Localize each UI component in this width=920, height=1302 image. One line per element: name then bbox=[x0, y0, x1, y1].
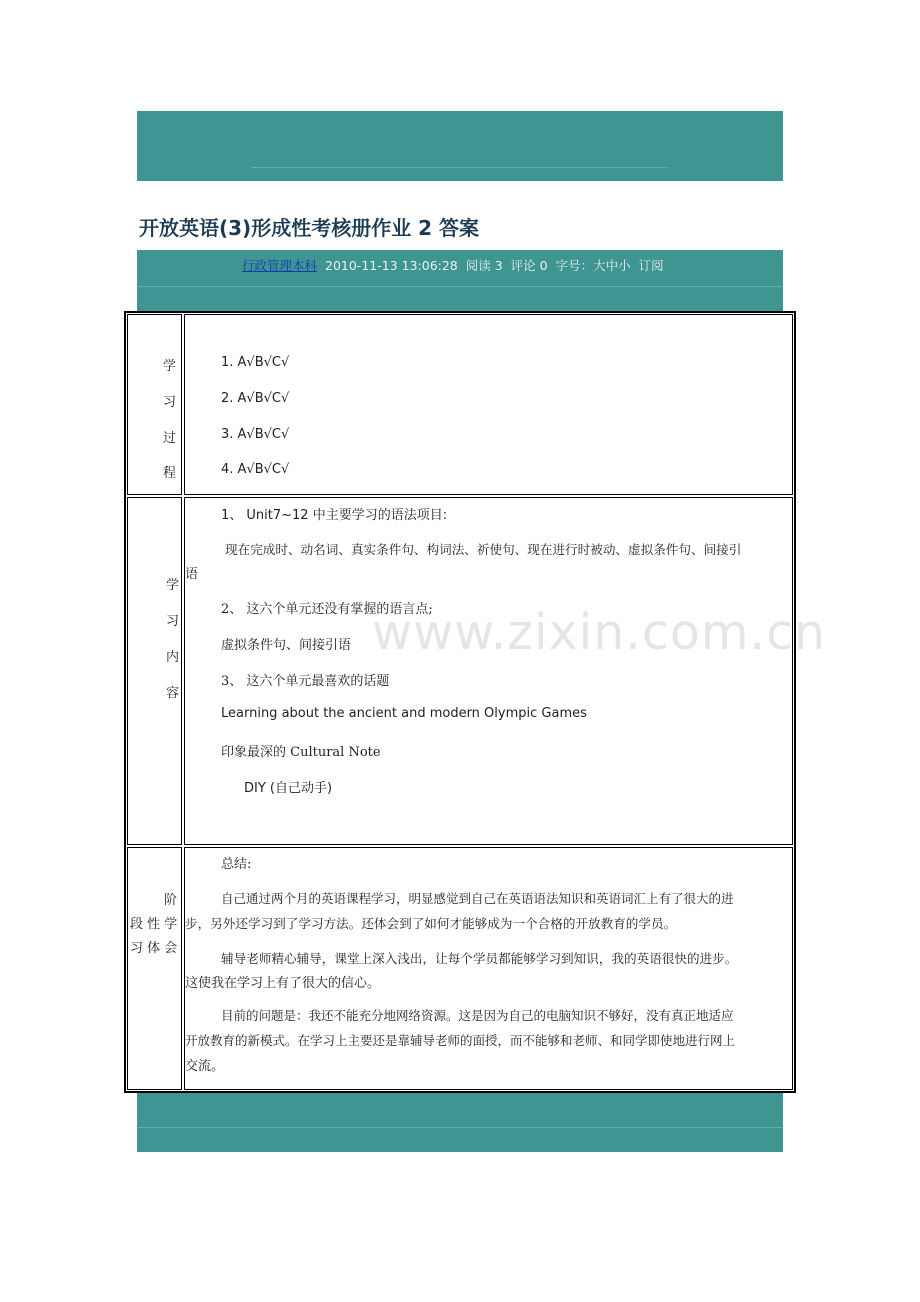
watermark: www.zixin.com.cn bbox=[372, 604, 827, 661]
reflection-label-1: 阶 bbox=[164, 893, 178, 908]
page-title: 开放英语(3)形成性考核册作业 2 答案 bbox=[139, 216, 480, 240]
bottom-divider bbox=[137, 1127, 783, 1128]
content-answer-3: Learning about the ancient and modern Olympic Games bbox=[221, 706, 587, 721]
content-answer-1-line2: 语 bbox=[185, 567, 199, 582]
content-answer-2: 虚拟条件句、间接引语 bbox=[221, 638, 352, 653]
content-question-3: 3、 这六个单元最喜欢的话题 bbox=[221, 674, 390, 689]
content-label-2: 习 bbox=[166, 614, 180, 629]
process-item-3: 3. A√B√C√ bbox=[221, 427, 290, 442]
content-label-3: 内 bbox=[166, 650, 180, 665]
reflection-p1-line2: 步，另外还学习到了学习方法。还体会到了如何才能够成为一个合格的开放教育的学员。 bbox=[185, 916, 677, 931]
content-cultural-note: 印象最深的 Cultural Note bbox=[221, 745, 381, 760]
content-answer-1-line1: 现在完成时、动名词、真实条件句、构词法、祈使句、现在进行时被动、虚拟条件句、间接引 bbox=[225, 542, 742, 557]
content-question-2: 2、 这六个单元还没有掌握的语言点; bbox=[221, 602, 433, 617]
author-link[interactable]: 行政管理本科 bbox=[242, 258, 318, 273]
reflection-label-3: 习 体 会 bbox=[130, 941, 178, 956]
process-label-1: 学 bbox=[163, 359, 177, 374]
process-item-1: 1. A√B√C√ bbox=[221, 355, 290, 370]
row-reflection-label-cell bbox=[127, 847, 182, 1090]
process-label-4: 程 bbox=[163, 466, 177, 481]
row-reflection-content-cell bbox=[184, 847, 793, 1090]
post-datetime: 2010-11-13 13:06:28 bbox=[325, 258, 458, 273]
content-diy: DIY (自己动手) bbox=[244, 781, 333, 796]
reflection-summary: 总结: bbox=[221, 857, 252, 872]
reflection-label-2: 段 性 学 bbox=[130, 917, 178, 932]
banner-divider bbox=[252, 167, 668, 168]
process-label-2: 习 bbox=[163, 395, 177, 410]
reflection-p2-line1: 辅导老师精心辅导，课堂上深入浅出，让每个学员都能够学习到知识，我的英语很快的进步。 bbox=[221, 951, 738, 966]
content-label-1: 学 bbox=[166, 578, 180, 593]
subscribe-link[interactable]: 订阅 bbox=[638, 258, 664, 273]
content-question-1: 1、 Unit7~12 中主要学习的语法项目: bbox=[221, 508, 448, 523]
reflection-p2-line2: 这使我在学习上有了很大的信心。 bbox=[185, 976, 381, 991]
process-item-2: 2. A√B√C√ bbox=[221, 391, 290, 406]
reflection-p3-line3: 交流。 bbox=[185, 1059, 225, 1074]
top-banner bbox=[137, 111, 783, 181]
row-content-label-cell bbox=[127, 497, 182, 845]
font-size-control[interactable]: 字号：大中小 bbox=[555, 258, 631, 273]
reflection-p1-line1: 自己通过两个月的英语课程学习，明显感觉到自己在英语语法知识和英语词汇上有了很大的进 bbox=[221, 891, 734, 906]
process-item-4: 4. A√B√C√ bbox=[221, 462, 290, 477]
process-label-3: 过 bbox=[163, 431, 177, 446]
reflection-p3-line2: 开放教育的新模式。在学习上主要还是靠辅导老师的面授，而不能够和老师、和同学即使地进行网上 bbox=[185, 1033, 736, 1048]
meta-row bbox=[242, 256, 668, 274]
comment-count[interactable]: 评论 0 bbox=[510, 258, 548, 273]
bottom-banner bbox=[137, 1093, 783, 1152]
reflection-p3-line1: 目前的问题是：我还不能充分地网络资源。这是因为自己的电脑知识不够好，没有真正地适应 bbox=[221, 1008, 734, 1023]
read-count: 阅读 3 bbox=[465, 258, 503, 273]
content-label-4: 容 bbox=[166, 686, 180, 701]
meta-divider bbox=[137, 286, 783, 287]
